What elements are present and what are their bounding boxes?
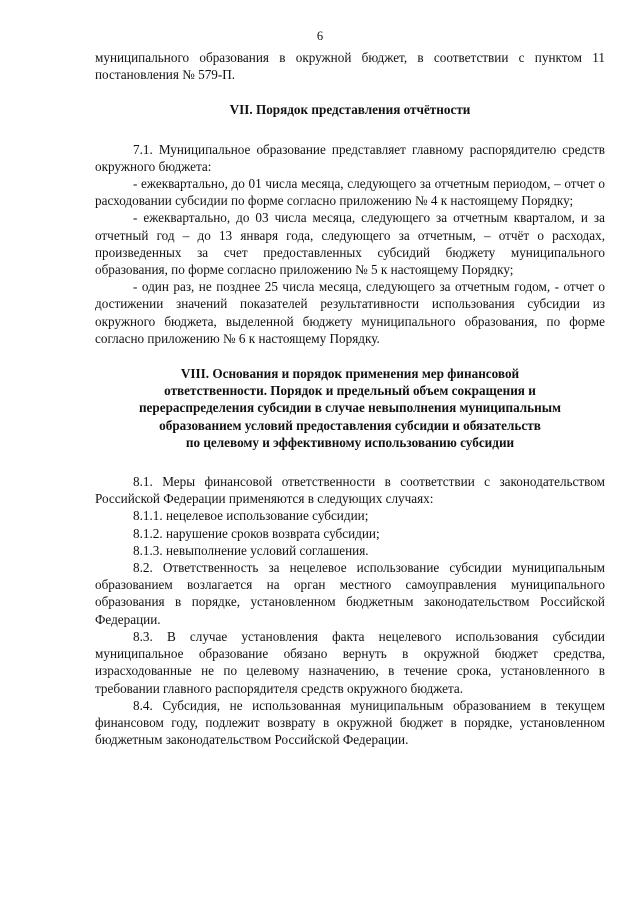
paragraph-7-1-b: - ежеквартально, до 03 числа месяца, следующего за отчетным кварталом, и за отчетный год – до 13 января года, следующего за отчетным, – отчёт о расходах, произведенных за счет предоставленных субсидий бюджету муниципального образования, по форме согласно приложению № 5 к настоящему Порядку; (95, 210, 605, 278)
intro-paragraph: муниципального образования в окружной бюджет, в соответствии с пунктом 11 постановления № 579-П. (95, 50, 605, 83)
section-8-heading (95, 365, 605, 451)
section-8-heading-line: по целевому и эффективному использованию субсидии (185, 434, 515, 450)
section-8-heading-line: перераспределения субсидии в случае невыполнения муниципальным (138, 400, 562, 416)
section-7-heading: VII. Порядок представления отчётности (229, 102, 471, 118)
paragraph-8-1-1: 8.1.1. нецелевое использование субсидии; (133, 508, 369, 524)
paragraph-7-1-c: - один раз, не позднее 25 числа месяца, следующего за отчетным годом, - отчет о достижении значений показателей результативности использования субсидии из окружного бюджета, выделенной бюджету муниципального образования, по форме согласно приложению № 6 к настоящему Порядку. (95, 279, 605, 346)
paragraph-7-1: 7.1. Муниципальное образование представляет главному распорядителю средств окружного бюджета: (95, 141, 605, 174)
page-content (95, 49, 605, 748)
page-number: 6 (316, 29, 324, 43)
paragraph-8-1-3: 8.1.3. невыполнение условий соглашения. (133, 542, 369, 558)
paragraph-8-2: 8.2. Ответственность за нецелевое использование субсидии муниципальным образованием возлагается на орган местного самоуправления муниципального образования в порядке, установленном бюджетным законодательством Российской Федерации. (95, 560, 605, 627)
paragraph-8-3: 8.3. В случае установления факта нецелевого использования субсидии муниципальное образование обязано вернуть в окружной бюджет средства, израсходованные не по целевому назначению, в течение срока, установленного в требовании главного распорядителя средств окружного бюджета. (95, 628, 605, 696)
paragraph-8-1-2: 8.1.2. нарушение сроков возврата субсидии; (133, 525, 380, 541)
section-8-heading-line: VIII. Основания и порядок применения мер финансовой (180, 366, 520, 382)
section-8-heading-line: ответственности. Порядок и предельный объем сокращения и (164, 383, 536, 399)
paragraph-7-1-a: - ежеквартально, до 01 числа месяца, следующего за отчетным периодом, – отчет о расходовании субсидии по форме согласно приложению № 4 к настоящему Порядку; (95, 176, 605, 209)
paragraph-8-1: 8.1. Меры финансовой ответственности в соответствии с законодательством Российской Федерации применяются в следующих случаях: (95, 474, 605, 507)
section-8-heading-line: образованием условий предоставления субсидии и обязательств (159, 417, 541, 433)
paragraph-8-4: 8.4. Субсидия, не использованная муниципальным образованием в текущем финансовом году, подлежит возврату в окружной бюджет в порядке, установленном бюджетным законодательством Российской Федерации. (95, 697, 605, 748)
